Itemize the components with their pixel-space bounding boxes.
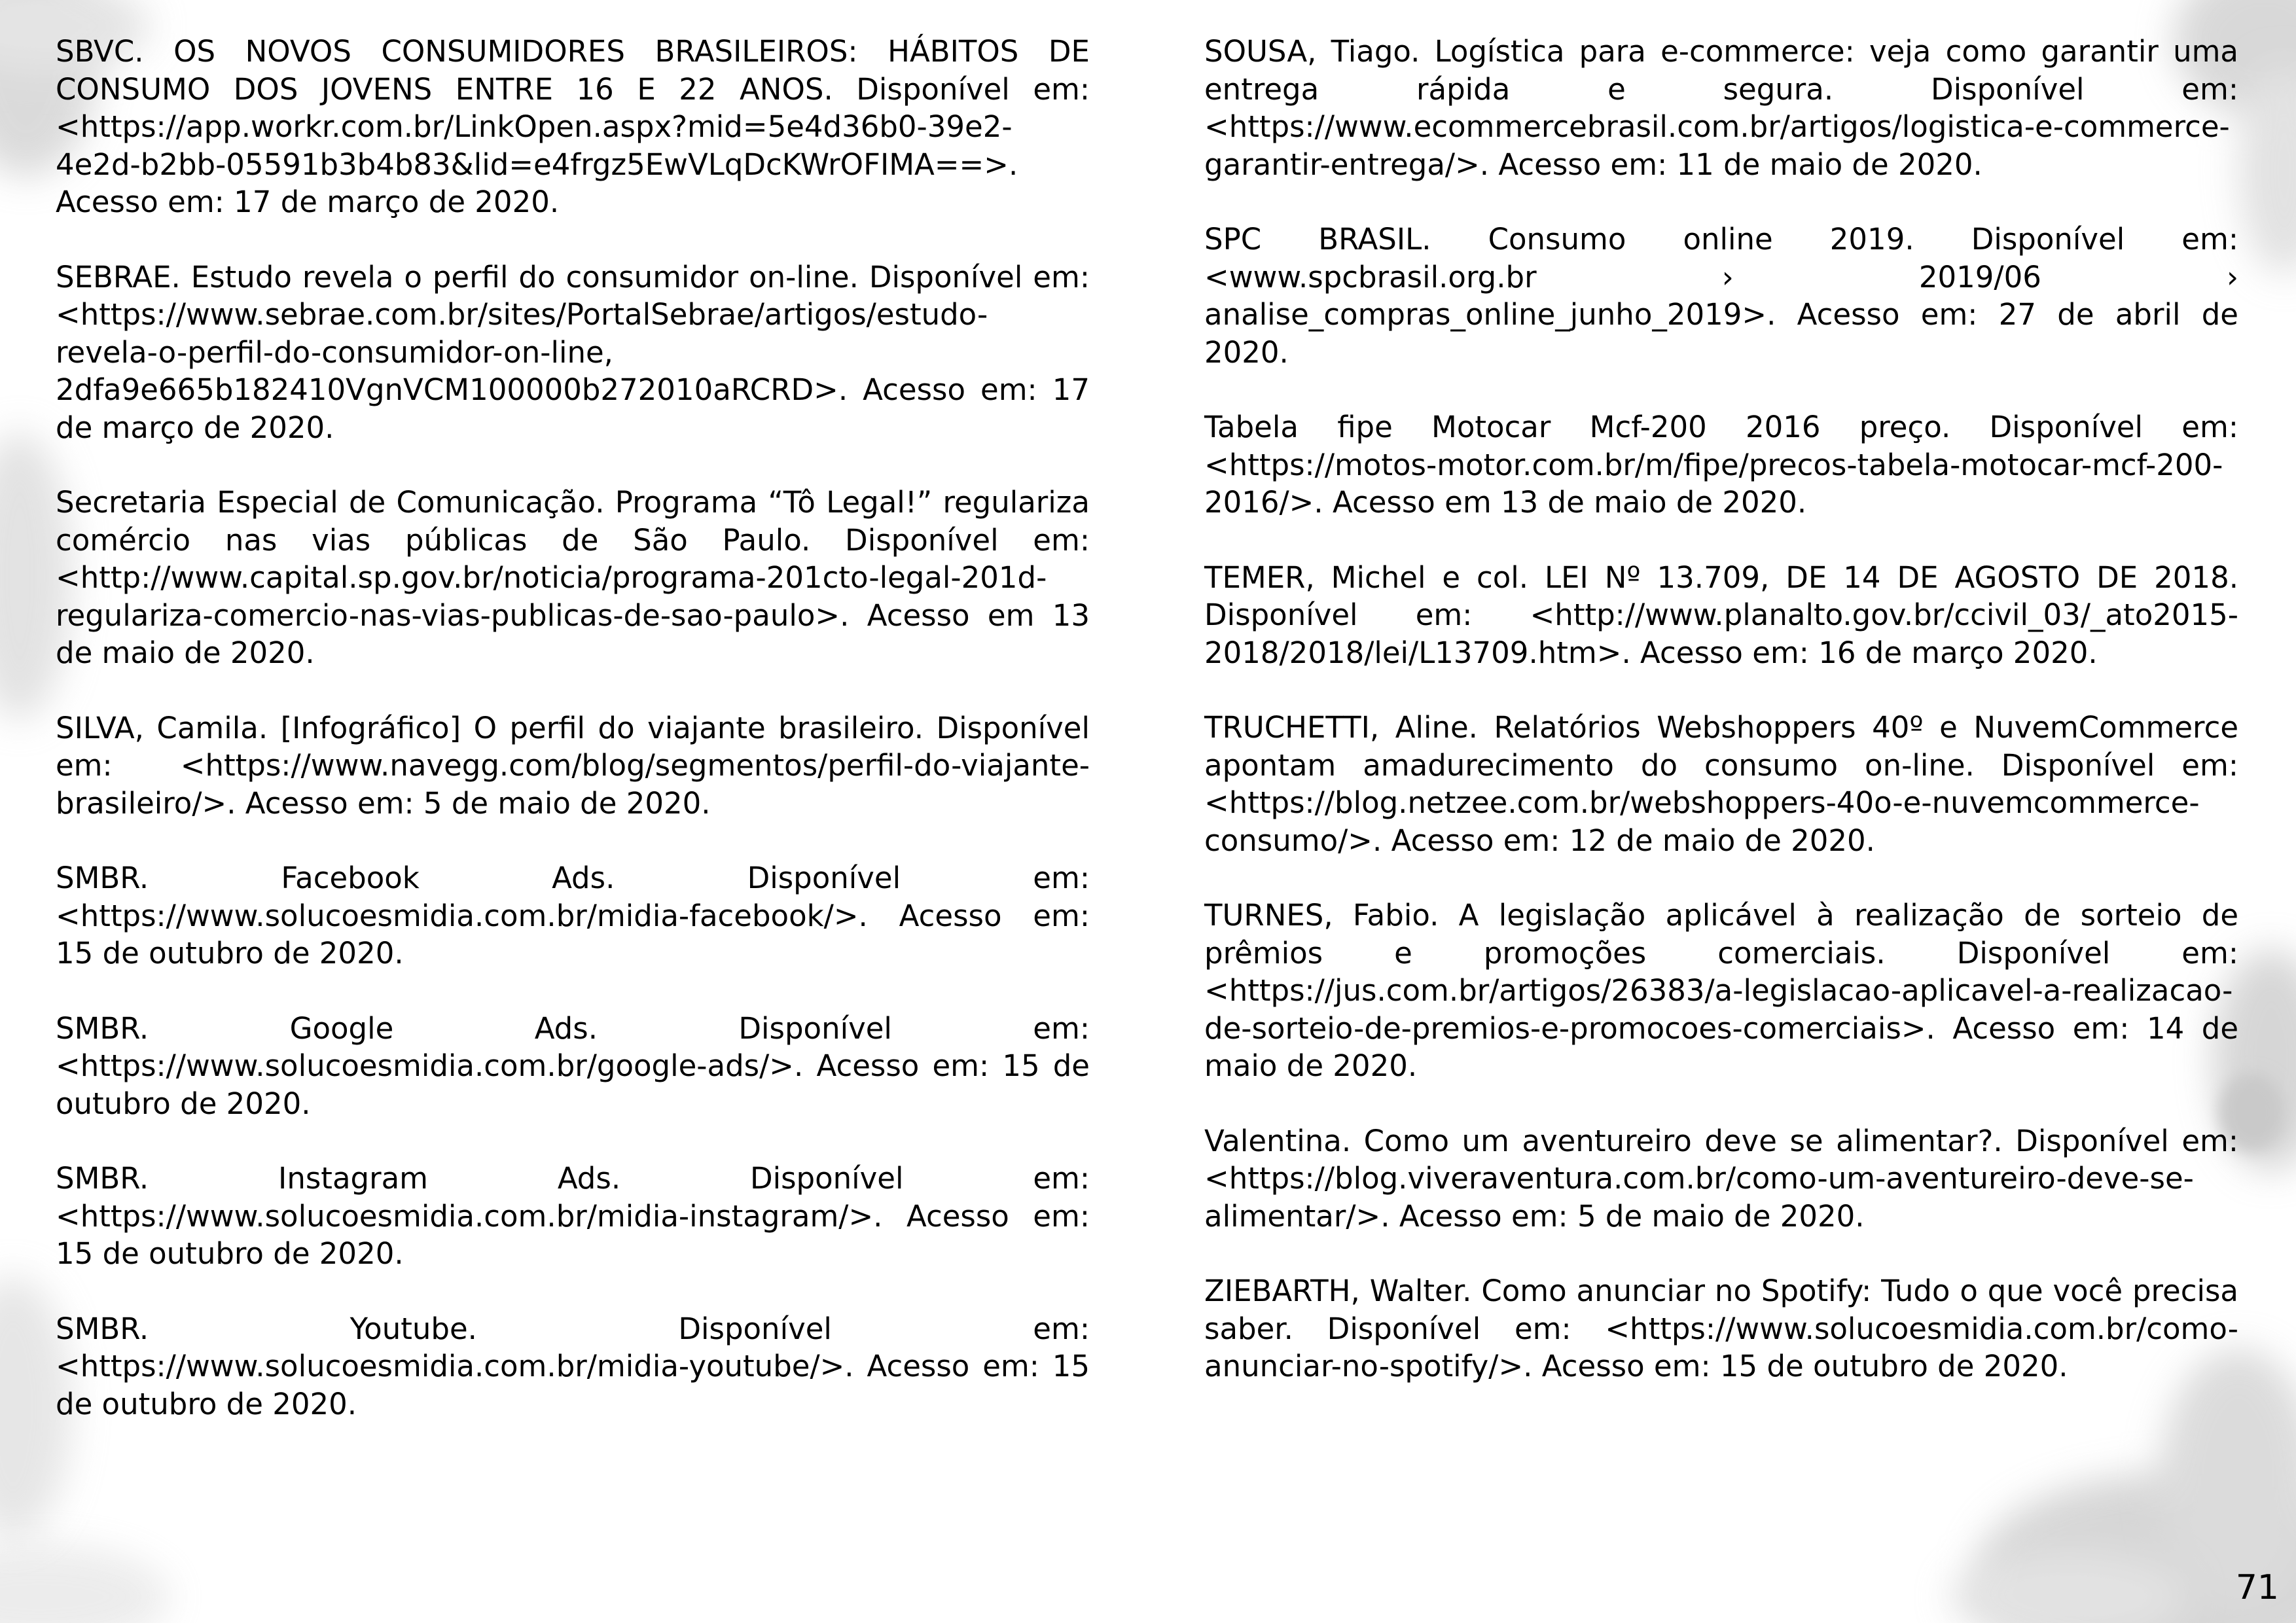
reference-entry: TRUCHETTI, Aline. Relatórios Webshoppers 40º e NuvemCommerce apontam amadurecimento do consumo on-line. Disponível em: <https://blog.netzee.com.br/webshoppers-40o-e-nuvemcommerce-consumo/>. Acesso em: 12 de maio de 2020. xyxy=(1204,710,2238,858)
reference-entry: SMBR. Facebook Ads. Disponível em: <https://www.solucoesmidia.com.br/midia-facebook/>. Acesso em: 15 de outubro de 2020. xyxy=(56,861,1090,971)
reference-entry: Tabela fipe Motocar Mcf-200 2016 preço. Disponível em: <https://motos-motor.com.br/m/fipe/precos-tabela-motocar-mcf-200-2016/>. Acesso em 13 de maio de 2020. xyxy=(1204,410,2238,520)
reference-entry: TEMER, Michel e col. LEI Nº 13.709, DE 14 DE AGOSTO DE 2018. Disponível em: <http://www.planalto.gov.br/ccivil_03/_ato2015-2018/2018/lei/L13709.htm>. Acesso em: 16 de março 2020. xyxy=(1204,560,2238,670)
references-right-column xyxy=(1204,33,2238,1423)
reference-entry: SMBR. Youtube. Disponível em: <https://www.solucoesmidia.com.br/midia-youtube/>. Acesso em: 15 de outubro de 2020. xyxy=(56,1311,1090,1421)
reference-entry: SILVA, Camila. [Infográfico] O perfil do viajante brasileiro. Disponível em: <https://www.navegg.com/blog/segmentos/perfil-do-viajante-brasileiro/>. Acesso em: 5 de maio de 2020. xyxy=(56,710,1090,821)
reference-entry: SEBRAE. Estudo revela o perfil do consumidor on-line. Disponível em: <https://www.sebrae.com.br/sites/PortalSebrae/artigos/estudo-revela-o-perfil-do-consumidor-on-line, 2dfa9e665b182410VgnVCM100000b272010aRCRD>. Acesso em: 17 de março de 2020. xyxy=(56,259,1090,445)
reference-entry: SOUSA, Tiago. Logística para e-commerce: veja como garantir uma entrega rápida e segura. Disponível em: <https://www.ecommercebrasil.com.br/artigos/logistica-e-commerce-garantir-entrega/>. Acesso em: 11 de maio de 2020. xyxy=(1204,34,2238,182)
reference-entry: SPC BRASIL. Consumo online 2019. Disponível em: <www.spcbrasil.org.br › 2019/06 › analise_compras_online_junho_2019>. Acesso em: 27 de abril de 2020. xyxy=(1204,222,2238,370)
reference-entry: ZIEBARTH, Walter. Como anunciar no Spotify: Tudo o que você precisa saber. Disponível em: <https://www.solucoesmidia.com.br/como-anunciar-no-spotify/>. Acesso em: 15 de outubro de 2020. xyxy=(1204,1274,2238,1383)
reference-entry: Valentina. Como um aventureiro deve se alimentar?. Disponível em: <https://blog.viveraventura.com.br/como-um-aventureiro-deve-se-alimentar/>. Acesso em: 5 de maio de 2020. xyxy=(1204,1123,2238,1234)
reference-entry: SMBR. Instagram Ads. Disponível em: <https://www.solucoesmidia.com.br/midia-instagram/>. Acesso em: 15 de outubro de 2020. xyxy=(56,1161,1090,1271)
ink-splash-bottom-left xyxy=(0,1544,170,1623)
reference-entry: SBVC. OS NOVOS CONSUMIDORES BRASILEIROS: HÁBITOS DE CONSUMO DOS JOVENS ENTRE 16 E 22 ANOS. Disponível em: <https://app.workr.com.br/LinkOpen.aspx?mid=5e4d36b0-39e2-4e2d-b2bb-05591b3b4b83&lid=e4frgz5EwVLqDcKWrOFIMA==>. Acesso em: 17 de março de 2020. xyxy=(56,34,1090,219)
reference-entry: Secretaria Especial de Comunicação. Programa “Tô Legal!” regulariza comércio nas vias públicas de São Paulo. Disponível em: <http://www.capital.sp.gov.br/noticia/programa-201cto-legal-201d-regulariza-comercio-nas-vias-publicas-de-sao-paulo>. Acesso em 13 de maio de 2020. xyxy=(56,485,1090,670)
reference-entry: TURNES, Fabio. A legislação aplicável à realização de sorteio de prêmios e promoções comerciais. Disponível em: <https://jus.com.br/artigos/26383/a-legislacao-aplicavel-a-realizacao-de-sorteio-de-premios-e-promocoes-comerciais>. Acesso em: 14 de maio de 2020. xyxy=(1204,898,2238,1083)
reference-entry: SMBR. Google Ads. Disponível em: <https://www.solucoesmidia.com.br/google-ads/>. Acesso em: 15 de outubro de 2020. xyxy=(56,1010,1090,1121)
page-number: 71 xyxy=(2235,1568,2279,1607)
references-left-column xyxy=(56,33,1090,1460)
